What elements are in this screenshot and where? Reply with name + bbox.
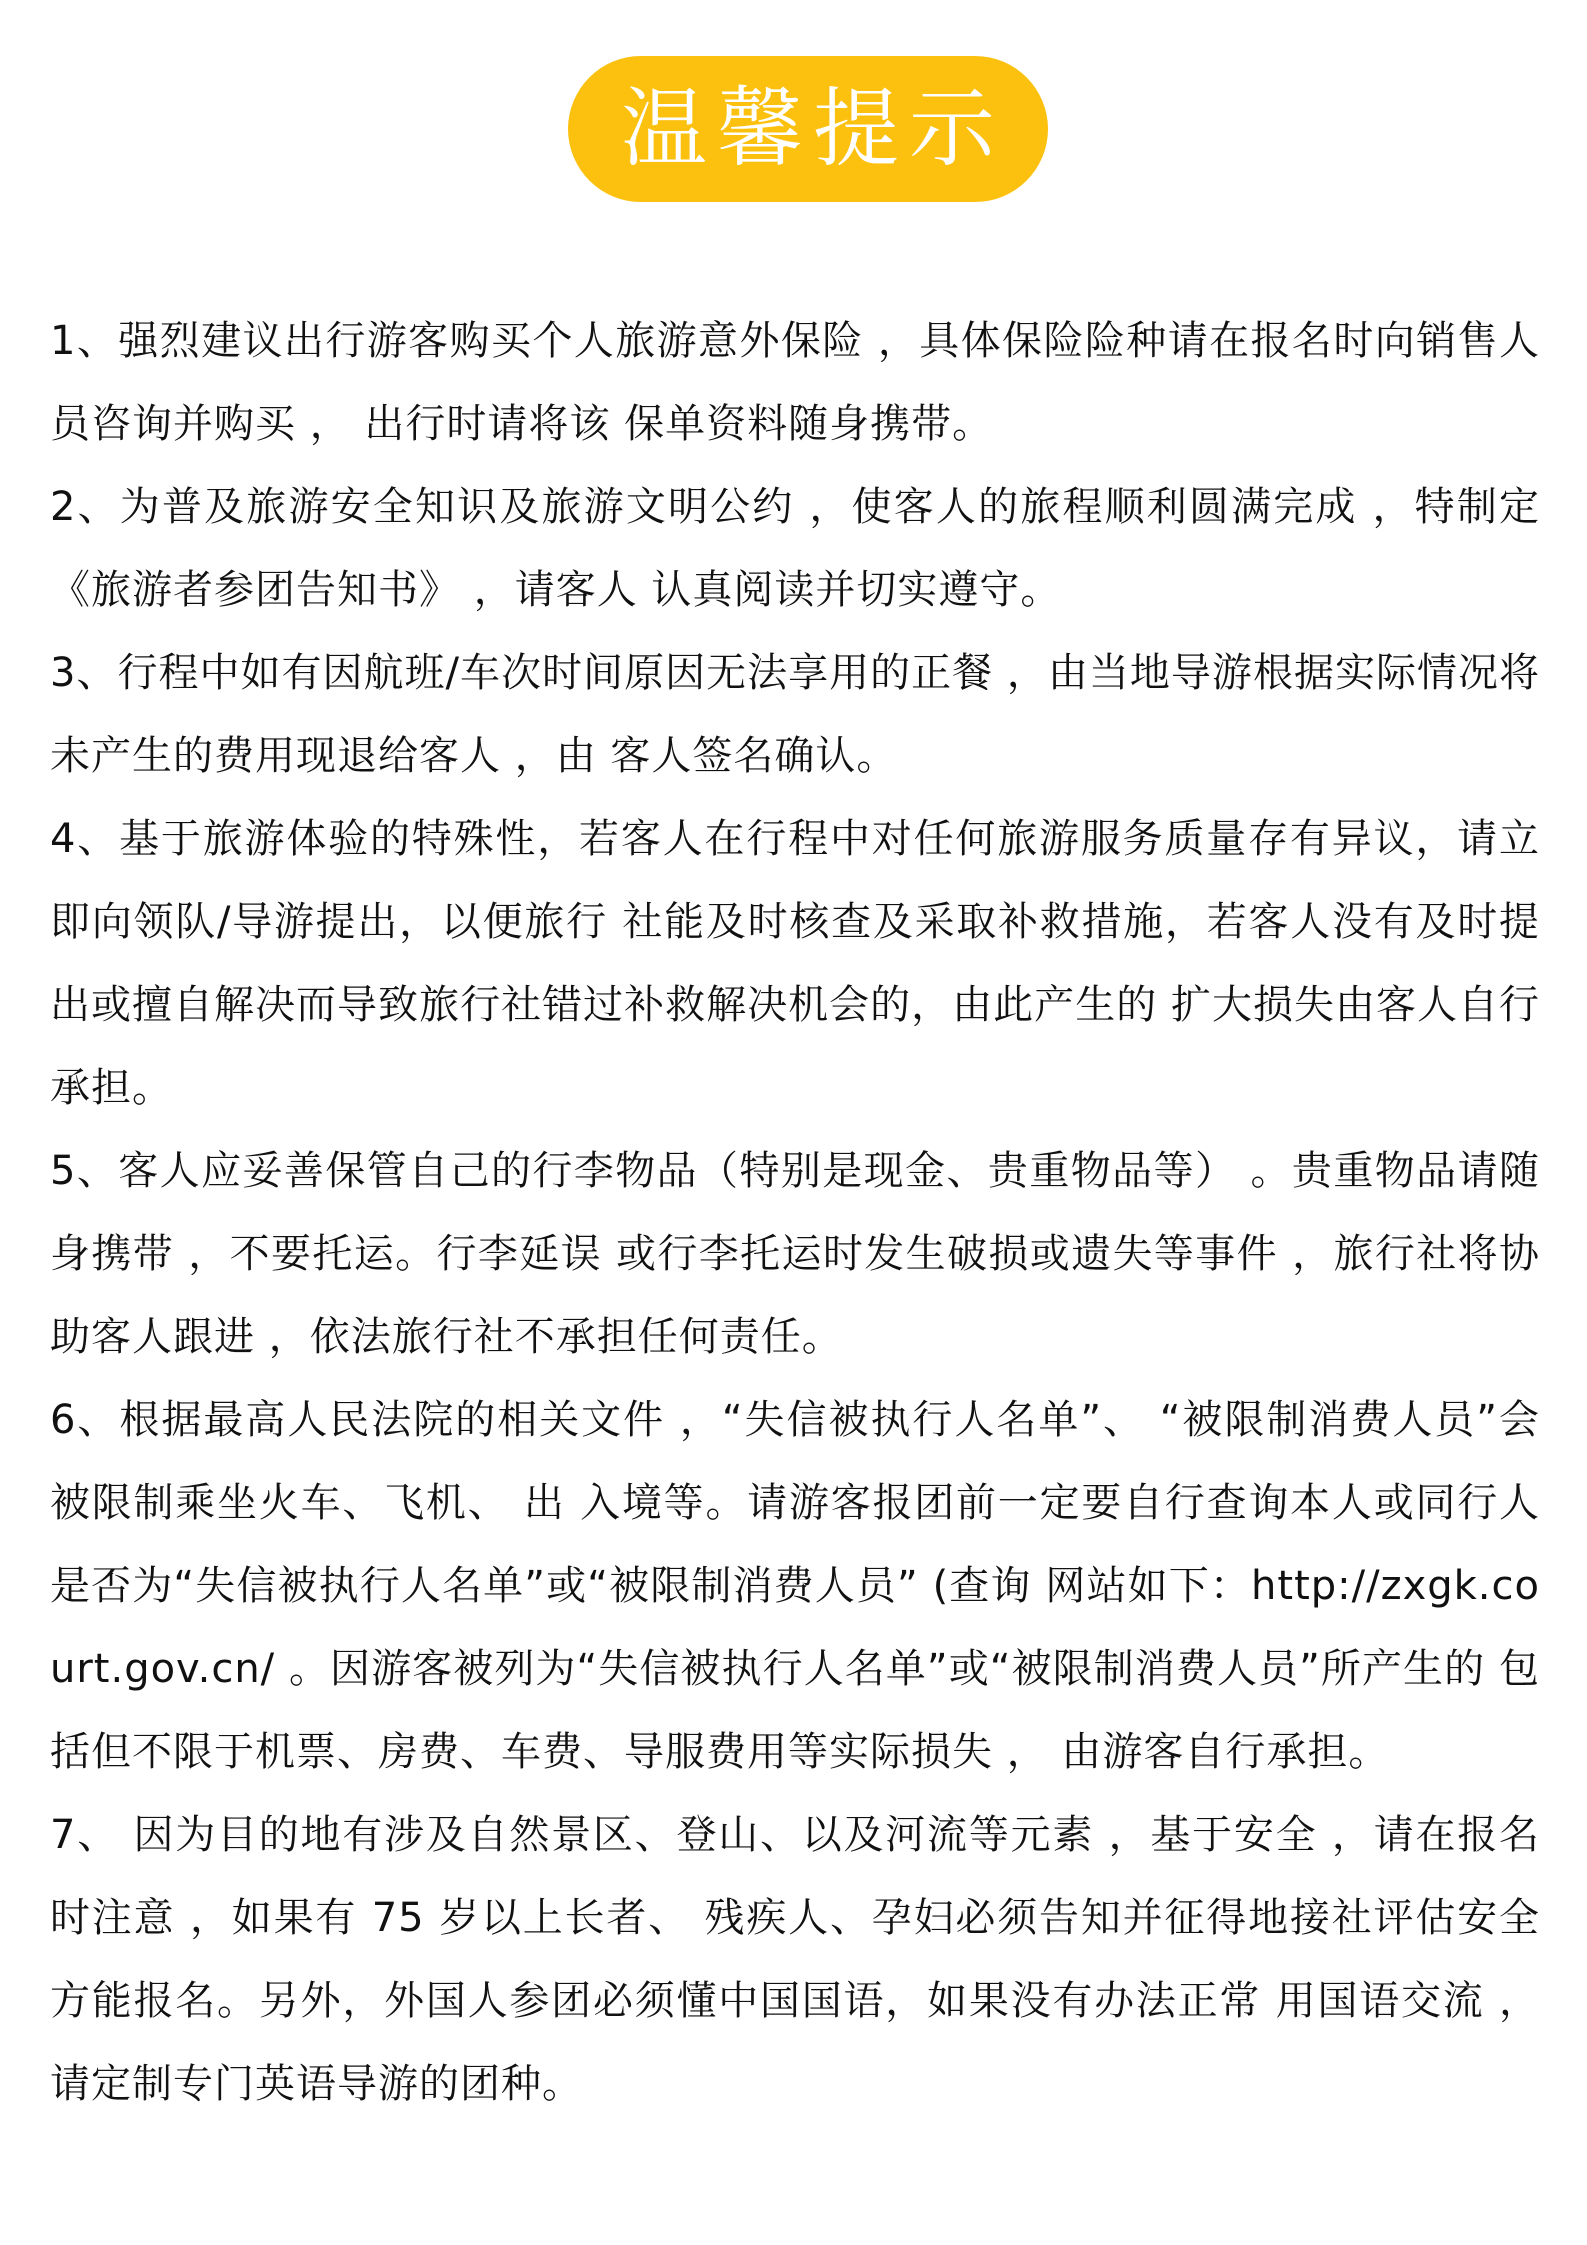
notice-item-4: 4、基于旅游体验的特殊性，若客人在行程中对任何旅游服务质量存有异议，请立即向领队/导游提出，以便旅行 社能及时核查及采取补救措施，若客人没有及时提出或擅自解决而导致旅行社错过补救解决机会的，由此产生的 扩大损失由客人自行承担。 <box>50 816 1540 1111</box>
title-banner <box>568 56 1048 202</box>
notice-item-6: 6、根据最高人民法院的相关文件 ，“失信被执行人名单”、 “被限制消费人员”会被限制乘坐火车、飞机、 出 入境等。请游客报团前一定要自行查询本人或同行人是否为“失信被执行人名单”或“被限制消费人员” (查询 网站如下：http://zxgk.court.gov.cn/ 。因游客被列为“失信被执行人名单”或“被限制消费人员”所产生的 包括但不限于机票、房费、车费、导服费用等实际损失 ， 由游客自行承担。 <box>50 1397 1540 1775</box>
notice-item-2: 2、为普及旅游安全知识及旅游文明公约 ，使客人的旅程顺利圆满完成 ，特制定《旅游者参团告知书》 ，请客人 认真阅读并切实遵守。 <box>50 484 1540 613</box>
notice-item-1: 1、强烈建议出行游客购买个人旅游意外保险 ，具体保险险种请在报名时向销售人员咨询并购买 ， 出行时请将该 保单资料随身携带。 <box>50 318 1540 447</box>
notice-item-3: 3、行程中如有因航班/车次时间原因无法享用的正餐 ，由当地导游根据实际情况将未产生的费用现退给客人 ，由 客人签名确认。 <box>50 650 1540 779</box>
notice-list <box>50 300 1540 2126</box>
notice-item-5: 5、客人应妥善保管自己的行李物品（特别是现金、贵重物品等） 。贵重物品请随身携带 ，不要托运。行李延误 或行李托运时发生破损或遗失等事件 ，旅行社将协助客人跟进 ，依法旅行社不承担任何责任。 <box>50 1148 1540 1360</box>
notice-item-7: 7、 因为目的地有涉及自然景区、登山、以及河流等元素 ，基于安全 ，请在报名时注意 ，如果有 75 岁以上长者、 残疾人、孕妇必须告知并征得地接社评估安全方能报名。另外，外国人参团必须懂中国国语，如果没有办法正常 用国语交流 ，请定制专门英语导游的团种。 <box>50 1812 1540 2107</box>
page-title: 温馨提示 <box>621 79 1005 179</box>
